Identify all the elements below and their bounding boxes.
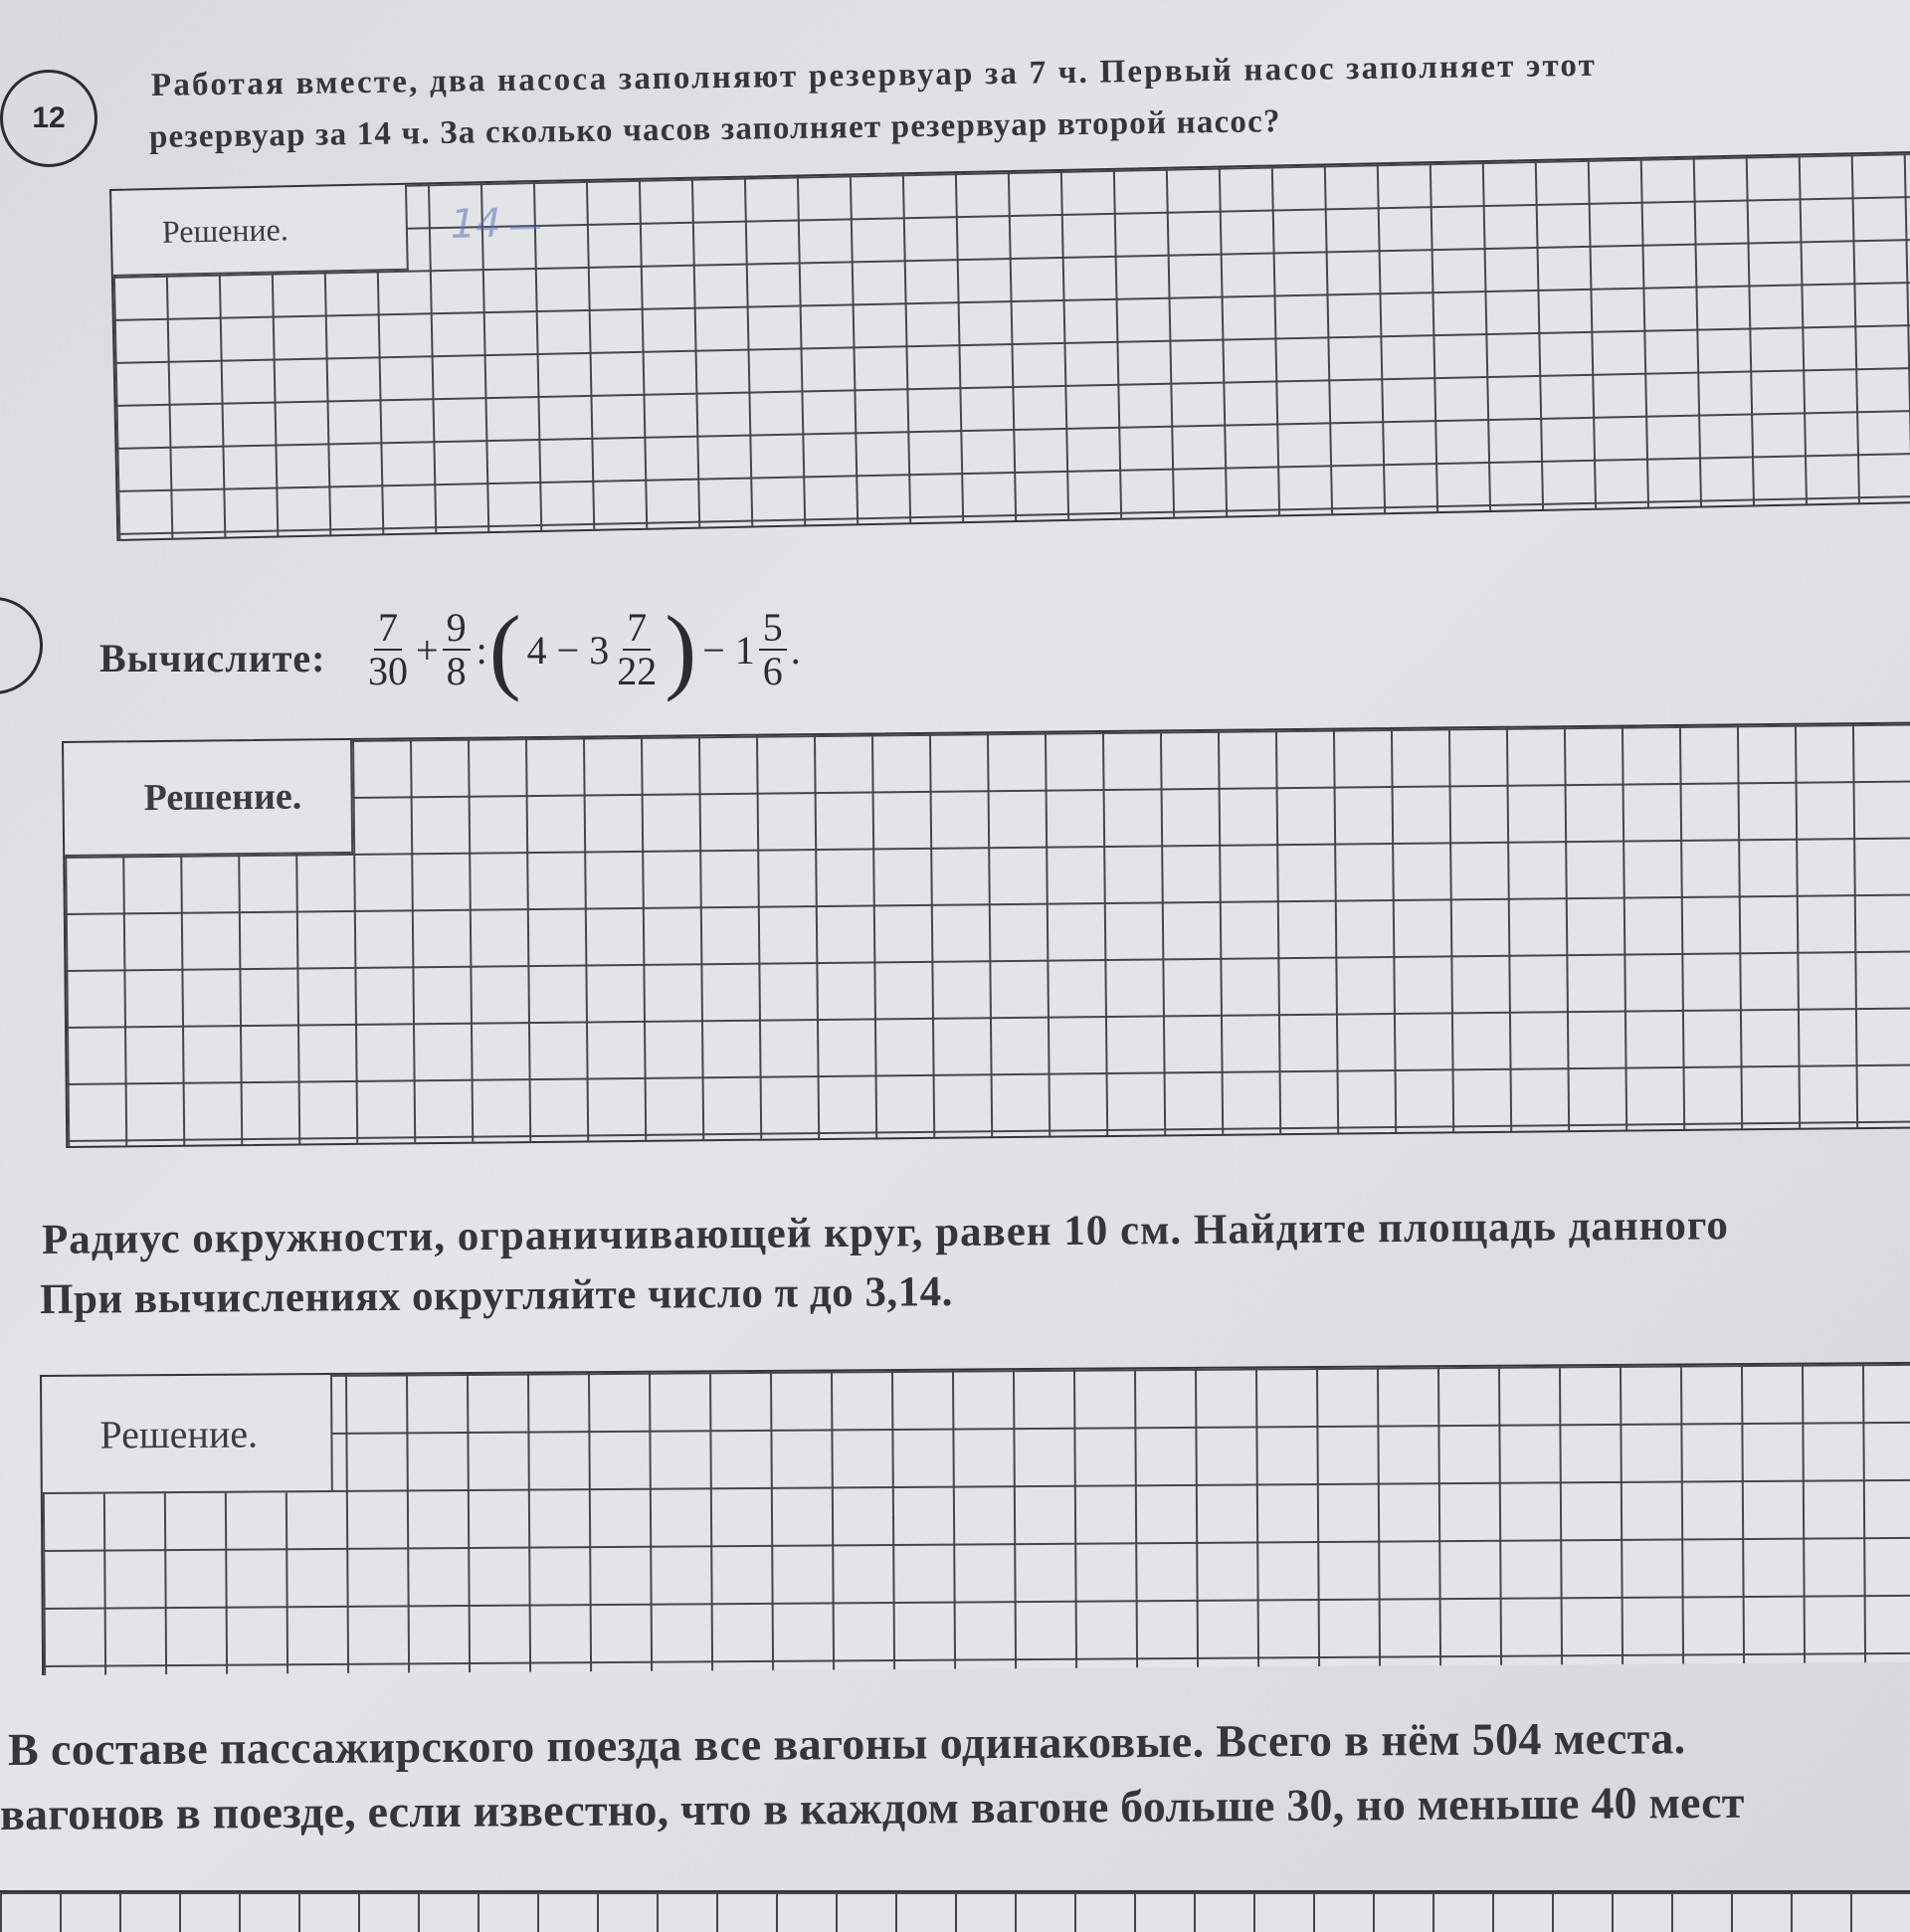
task-14-text-line-2: При вычислениях округляйте число π до 3,14. [39, 1267, 954, 1323]
solution-label-12: Решение. [161, 210, 289, 250]
solution-grid-12[interactable] [109, 151, 1910, 541]
task-number-12: 12 [0, 70, 97, 167]
task-14-text-line-1: Радиус окружности, ограничивающей круг, равен 10 см. Найдите площадь данного [41, 1202, 1730, 1263]
fraction-9-8: $\frac{9}{8}$ [443, 607, 471, 692]
task-number-13 [0, 597, 43, 694]
solution-label-13: Решение. [143, 775, 302, 820]
solution-label-cell-14 [42, 1375, 333, 1494]
fraction-7-30: $\frac{7}{30}$ [368, 605, 408, 693]
left-paren: ( [488, 596, 521, 702]
plus-sign: + [416, 627, 439, 673]
task-12-text-line-2: резервуар за 14 ч. За сколько часов заполняет резервуар второй насос? [148, 103, 1281, 155]
colon-sign: : [476, 627, 487, 673]
handwritten-note: 14 [450, 200, 502, 248]
solution-grid-13[interactable] [62, 721, 1910, 1148]
solution-grid-15-top[interactable] [0, 1890, 1910, 1932]
task-13-expression [360, 596, 801, 702]
fraction-5-6: $\frac{5}{6}$ [759, 607, 787, 692]
solution-grid-14[interactable] [40, 1362, 1910, 1675]
solution-label-cell-13 [64, 740, 353, 857]
right-paren: ) [665, 596, 697, 702]
task-15-text-line-1: В составе пассажирского поезда все вагоны одинаковые. Всего в нём 504 места. [7, 1712, 1686, 1775]
task-12-text-line-1: Работая вместе, два насоса заполняют резервуар за 7 ч. Первый насос заполняет этот [150, 47, 1598, 103]
task-13-prompt: Вычислите: [99, 636, 326, 680]
task-15-text-line-2: вагонов в поезде, если известно, что в каждом вагоне больше 30, но меньше 40 мест [0, 1776, 1745, 1839]
minus-one: − 1 [702, 627, 755, 673]
fraction-7-22: $\frac{7}{22}$ [617, 605, 658, 693]
four-minus-three: 4 − 3 [526, 627, 610, 673]
solution-label-14: Решение. [99, 1410, 259, 1457]
handwritten-dash [510, 226, 540, 230]
expression-period: . [790, 627, 801, 673]
solution-label-cell-12 [111, 185, 409, 277]
